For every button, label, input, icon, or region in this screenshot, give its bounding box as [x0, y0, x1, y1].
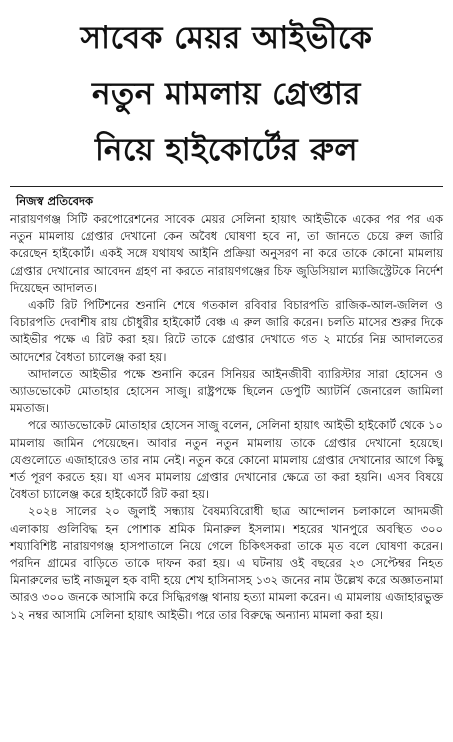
byline: নিজস্ব প্রতিবেদক — [16, 194, 94, 208]
headline-line-3: নিয়ে হাইকোর্টের রুল — [95, 132, 358, 168]
article-body — [10, 211, 443, 624]
paragraph-5: ২০২৪ সালের ২০ জুলাই সন্ধ্যায় বৈষম্যবিরোধী ছাত্র আন্দোলন চলাকালে আদমজী এলাকায় গুলিবিদ্ধ হন পোশাক শ্রমিক মিনারুল ইসলাম। শহরের খানপুরে অবস্থিত ৩০০ শয্যাবিশিষ্ট নারায়ণগঞ্জ হাসপাতালে নিয়ে গেলে চিকিৎসকরা তাকে মৃত বলে ঘোষণা করেন। পরদিন গ্রামের বাড়িতে তাকে দাফন করা হয়। এ ঘটনায় ওই বছরের ২৩ সেপ্টেম্বর নিহত মিনারুলের ভাই নাজমুল হক বাদী হয়ে শেখ হাসিনাসহ ১৩২ জনের নাম উল্লেখ করে অজ্ঞাতনামা আরও ৩০০ জনকে আসামি করে সিদ্ধিরগঞ্জ থানায় হত্যা মামলা করেন। এ মামলায় এজাহারভুক্ত ১২ নম্বর আসামি সেলিনা হায়াৎ আইভী। পরে তার বিরুদ্ধে অন্যান্য মামলা করা হয়। — [10, 504, 443, 622]
headline-line-2: নতুন মামলায় গ্রেপ্তার — [92, 76, 361, 112]
paragraph-1: নারায়ণগঞ্জ সিটি করপোরেশনের সাবেক মেয়র সেলিনা হায়াৎ আইভীকে একের পর পর এক নতুন মামলায় গ্রেপ্তার দেখানো কেন অবৈধ ঘোষণা হবে না, তা জানতে চেয়ে রুল জারি করেছেন হাইকোর্ট। একই সঙ্গে যথাযথ আইনি প্রক্রিয়া অনুসরণ না করে তাকে কোনো মামলায় গ্রেপ্তার দেখানোর আবেদন গ্রহণ না করতে নারায়ণগঞ্জের চিফ জুডিসিয়াল ম্যাজিস্ট্রেটকে নির্দেশ দিয়েছেন আদালত। — [10, 212, 443, 295]
paragraph-4: পরে অ্যাডভোকেট মোতাহার হোসেন সাজু বলেন, সেলিনা হায়াৎ আইভী হাইকোর্ট থেকে ১০ মামলায় জামিন পেয়েছেন। আবার নতুন নতুন মামলায় তাকে গ্রেপ্তার দেখানো হয়েছে। যেগুলোতে এজাহারেও তার নাম নেই। নতুন করে কোনো মামলায় গ্রেপ্তার দেখানোর আগে কিছু শর্ত পূরণ করতে হয়। যা এসব মামলায় গ্রেপ্তার দেখানোর ক্ষেত্রে তা করা হয়নি। এসব বিষয়ে বৈধতা চ্যালেঞ্জ করে হাইকোর্টে রিট করা হয়। — [10, 418, 443, 502]
headline-divider — [10, 186, 443, 187]
headline-line-1: সাবেক মেয়র আইভীকে — [80, 20, 373, 56]
paragraph-2: একটি রিট পিটিশনের শুনানি শেষে গতকাল রবিবার বিচারপতি রাজিক-আল-জলিল ও বিচারপতি দেবাশীষ রায় চৌধুরীর হাইকোর্ট বেঞ্চ এ রুল জারি করেন। চলতি মাসের শুরুর দিকে আইভীর পক্ষে এ রিট করা হয়। রিটে তাকে গ্রেপ্তার দেখাতে গত ২ মার্চের নিম্ন আদালতের আদেশের বৈধতা চ্যালেঞ্জ করা হয়। — [10, 298, 443, 364]
paragraph-3: আদালতে আইভীর পক্ষে শুনানি করেন সিনিয়র আইনজীবী ব্যারিস্টার সারা হোসেন ও অ্যাডভোকেট মোতাহার হোসেন সাজু। রাষ্ট্রপক্ষে ছিলেন ডেপুটি অ্যাটর্নি জেনারেল জামিলা মমতাজ। — [10, 366, 443, 416]
headline — [10, 10, 443, 178]
